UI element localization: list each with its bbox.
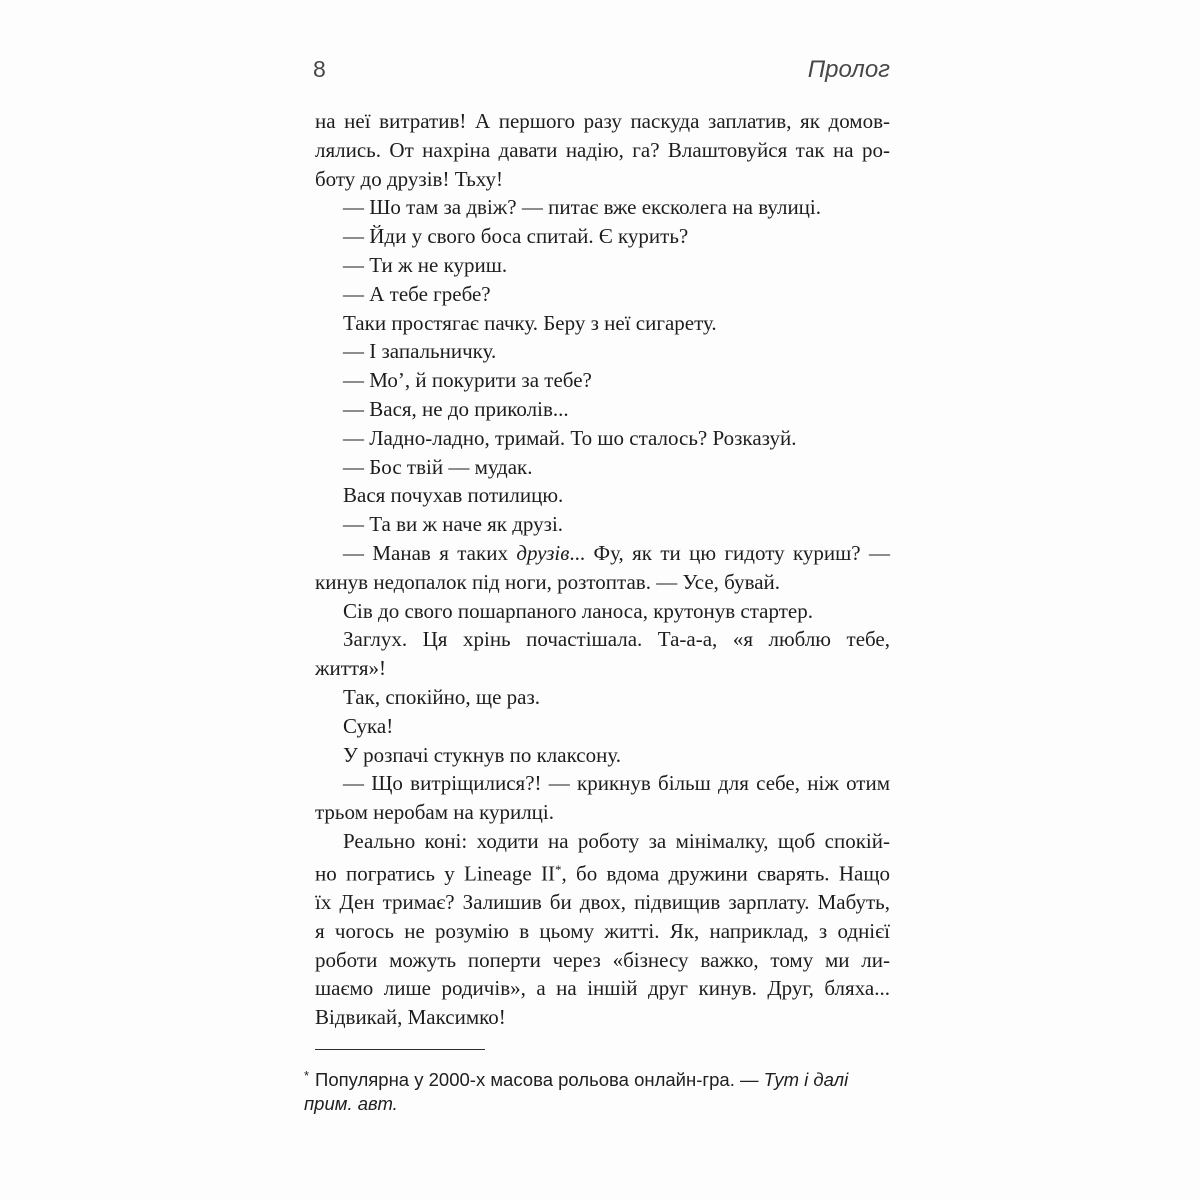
- text-line: Так, спокійно, ще раз.: [343, 684, 541, 709]
- text-line: — Що витріщилися?! — крикнув більш для себе, ніж отим: [343, 771, 890, 796]
- text-line: — А тебе гребе?: [343, 281, 491, 306]
- text-line: — Манав я таких друзів... Фу, як ти цю гидоту куриш? —: [343, 540, 890, 565]
- running-title: Пролог: [807, 56, 890, 83]
- page-number: 8: [313, 56, 326, 82]
- text-line: я чогось не розумію в цьому житті. Як, наприклад, з однієї: [315, 918, 890, 943]
- text-line: їх Ден тримає? Залишив би двох, підвищив зарплату. Мабуть,: [315, 890, 890, 915]
- footnote-marker: *: [304, 1068, 310, 1083]
- text-line: — Шо там за двіж? — питає вже ексколега на вулиці.: [343, 195, 822, 220]
- text-line: Заглух. Ця хрінь почастішала. Та-а-а, «я люблю тебе,: [343, 627, 890, 652]
- text-line: Вася почухав потилицю.: [343, 483, 564, 508]
- text-line: лялись. От нахріна давати надію, га? Влаштовуйся так на ро-: [315, 137, 890, 162]
- text-line: на неї витратив! А першого разу паскуда заплатив, як домов-: [315, 109, 890, 133]
- text-line: — Мо’, й покурити за тебе?: [343, 368, 592, 393]
- running-head: [313, 56, 890, 84]
- text-line: роботи можуть поперти через «бізнесу важко, тому ми ли-: [315, 947, 890, 972]
- text-line: — Та ви ж наче як друзі.: [343, 512, 564, 537]
- footnote-rule: [315, 1049, 485, 1050]
- text-line: — І запальничку.: [343, 339, 497, 364]
- text-line: — Ти ж не куриш.: [343, 252, 508, 277]
- text-line: — Вася, не до приколів...: [343, 396, 569, 421]
- text-line: — Ладно-ладно, тримай. То шо сталось? Розказуй.: [343, 425, 797, 450]
- footnote: [304, 1064, 890, 1116]
- text-line: трьом неробам на курилці.: [315, 800, 555, 825]
- text-line: — Йди у свого боса спитай. Є курить?: [343, 224, 689, 249]
- body-text: [315, 107, 890, 1032]
- text-line: Сів до свого пошарпаного ланоса, крутонув стартер.: [343, 598, 813, 623]
- footnote-text: Популярна у 2000-х масова рольова онлайн-гра. —: [315, 1068, 764, 1090]
- text-line: но погратись у Lineage II*, бо вдома дружини сварять. Нащо: [315, 861, 890, 886]
- text-line: життя»!: [315, 656, 386, 681]
- footnote-attribution: Тут і далі прим. авт.: [304, 1068, 849, 1114]
- text-line: Сука!: [343, 713, 394, 738]
- text-line: шаємо лише родичів», а на іншій друг кинув. Друг, бляха...: [315, 976, 890, 1001]
- text-line: Відвикай, Максимко!: [315, 1005, 506, 1030]
- text-line: Таки простягає пачку. Беру з неї сигарету.: [343, 310, 717, 335]
- text-line: боту до друзів! Тьху!: [315, 166, 503, 191]
- text-line: Реально коні: ходити на роботу за мінімалку, щоб спокій-: [343, 828, 890, 853]
- text-line: кинув недопалок під ноги, розтоптав. — Усе, бувай.: [315, 569, 781, 594]
- text-line: У розпачі стукнув по клаксону.: [343, 742, 621, 767]
- text-line: — Бос твій — мудак.: [343, 454, 533, 479]
